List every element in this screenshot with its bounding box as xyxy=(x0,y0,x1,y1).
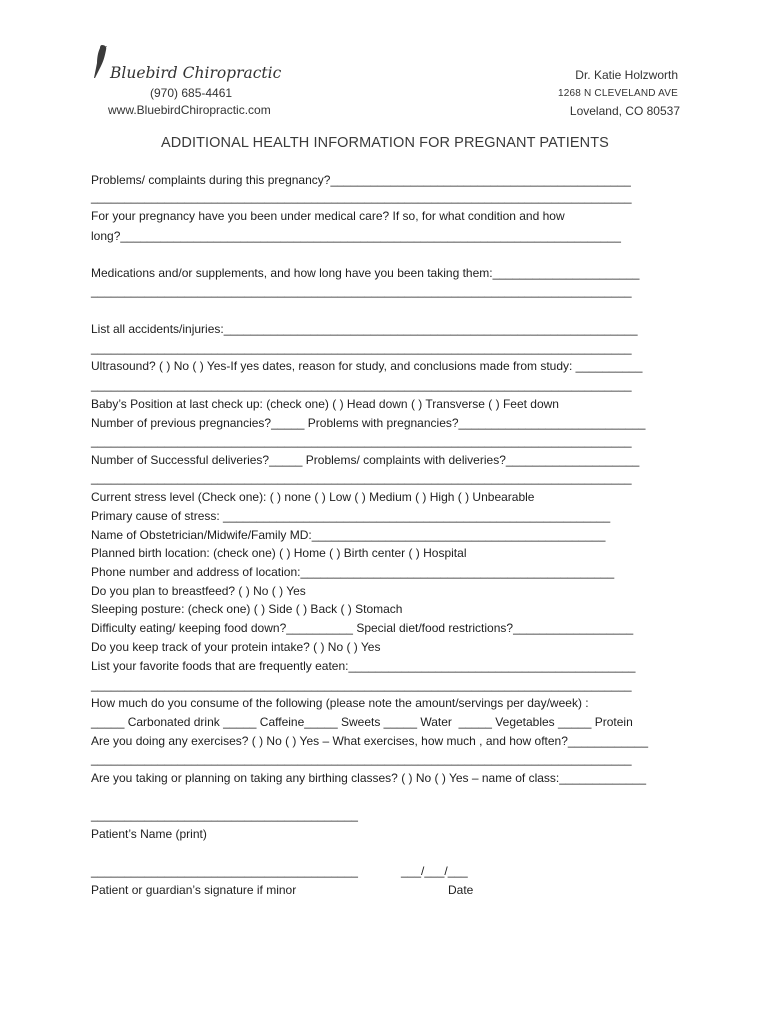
form-line: Medications and/or supplements, and how long have you been taking them:______________________ xyxy=(91,266,640,280)
form-line: Difficulty eating/ keeping food down?__________ Special diet/food restrictions?__________________ xyxy=(91,621,634,635)
street-address: 1268 N CLEVELAND AVE xyxy=(558,88,678,99)
form-line: Number of Successful deliveries?_____ Problems/ complaints with deliveries?____________________ xyxy=(91,453,640,467)
form-line: _________________________________________________________________________________ xyxy=(91,471,632,485)
form-line: For your pregnancy have you been under medical care? If so, for what condition and how xyxy=(91,209,565,223)
form-line: Baby’s Position at last check up: (check one) ( ) Head down ( ) Transverse ( ) Feet down xyxy=(91,397,559,411)
form-line: _________________________________________________________________________________ xyxy=(91,284,632,298)
form-line: _________________________________________________________________________________ xyxy=(91,434,632,448)
form-line: Planned birth location: (check one) ( ) Home ( ) Birth center ( ) Hospital xyxy=(91,546,467,560)
city-state-zip: Loveland, CO 80537 xyxy=(569,104,680,118)
form-line: Ultrasound? ( ) No ( ) Yes-If yes dates, reason for study, and conclusions made from study: __________ xyxy=(91,359,643,373)
form-line: Are you taking or planning on taking any birthing classes? ( ) No ( ) Yes – name of class:_____________ xyxy=(91,771,647,785)
form-line: Number of previous pregnancies?_____ Problems with pregnancies?____________________________ xyxy=(91,416,646,430)
form-line: Sleeping posture: (check one) ( ) Side ( ) Back ( ) Stomach xyxy=(91,602,403,616)
form-line: _________________________________________________________________________________ xyxy=(91,752,632,766)
signature-label: Patient or guardian’s signature if minor xyxy=(91,883,297,897)
brand-name: Bluebird Chiropractic xyxy=(110,64,282,82)
form-line: Do you plan to breastfeed? ( ) No ( ) Yes xyxy=(91,584,306,598)
form-line: How much do you consume of the following (please note the amount/servings per day/week) : xyxy=(91,696,589,710)
form-line: Do you keep track of your protein intake? ( ) No ( ) Yes xyxy=(91,640,381,654)
form-line: Name of Obstetrician/Midwife/Family MD:____________________________________________ xyxy=(91,528,606,542)
clinic-phone: (970) 685-4461 xyxy=(150,86,233,100)
form-line: Problems/ complaints during this pregnancy?_____________________________________________ xyxy=(91,173,631,187)
form-title: ADDITIONAL HEALTH INFORMATION FOR PREGNANT PATIENTS xyxy=(161,135,609,151)
form-line: long?___________________________________________________________________________ xyxy=(91,229,621,243)
form-line: Primary cause of stress: __________________________________________________________ xyxy=(91,509,611,523)
clinic-website: www.BluebirdChiropractic.com xyxy=(108,103,271,117)
form-line: _________________________________________________________________________________ xyxy=(91,190,632,204)
date-line: ___/___/___ xyxy=(401,864,468,878)
doctor-name: Dr. Katie Holzworth xyxy=(575,68,678,82)
form-line: List all accidents/injuries:______________________________________________________________ xyxy=(91,322,638,336)
patient-name-label: Patient’s Name (print) xyxy=(91,827,207,841)
form-line: List your favorite foods that are frequently eaten:___________________________________________ xyxy=(91,659,636,673)
form-line: _____ Carbonated drink _____ Caffeine_____ Sweets _____ Water _____ Vegetables _____ Protein xyxy=(91,715,633,729)
form-line: _________________________________________________________________________________ xyxy=(91,378,632,392)
date-label: Date xyxy=(448,883,474,897)
patient-name-line: ________________________________________ xyxy=(91,808,358,822)
bird-icon xyxy=(92,44,108,80)
form-line: Are you doing any exercises? ( ) No ( ) Yes – What exercises, how much , and how often?____________ xyxy=(91,734,648,748)
signature-line: ________________________________________ xyxy=(91,864,358,878)
form-line: _________________________________________________________________________________ xyxy=(91,678,632,692)
form-line: _________________________________________________________________________________ xyxy=(91,341,632,355)
form-line: Current stress level (Check one): ( ) none ( ) Low ( ) Medium ( ) High ( ) Unbearable xyxy=(91,490,535,504)
form-line: Phone number and address of location:_______________________________________________ xyxy=(91,565,615,579)
